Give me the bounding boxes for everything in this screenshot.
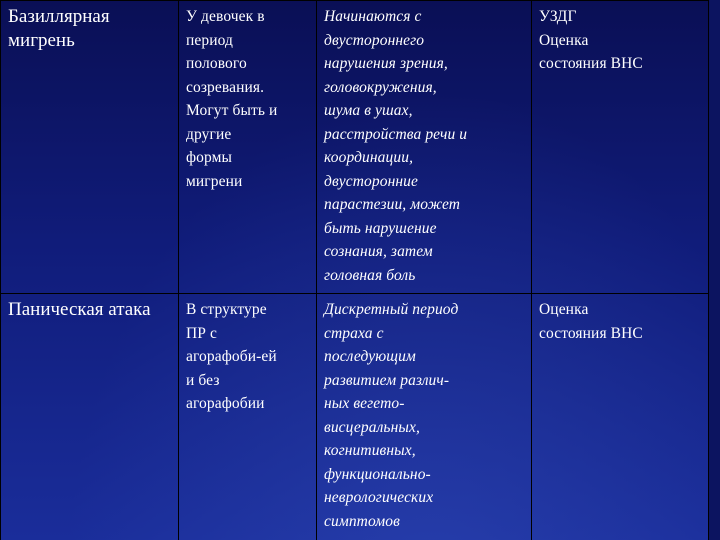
symptoms-cell: Дискретный период страха с последующим развитием различ- ных вегето- висцеральных, когнитивных, функционально- неврологических симптомов	[317, 294, 532, 540]
features-cell: У девочек в период полового созревания. Могут быть и другие формы мигрени	[179, 1, 317, 294]
features-cell: В структуре ПР с агорафоби-ей и без агорафобии	[179, 294, 317, 540]
condition-name-cell: Базиллярная мигрень	[1, 1, 179, 294]
table-row	[1, 294, 720, 540]
diagnostics-cell: УЗДГ Оценка состояния ВНС	[532, 1, 720, 294]
symptoms-cell: Начинаются с двустороннего нарушения зрения, головокружения, шума в ушах, расстройства речи и координации, двусторонние парастезии, может быть нарушение сознания, затем головная боль	[317, 1, 532, 294]
right-border-strip	[708, 0, 720, 540]
table-row	[1, 1, 720, 294]
condition-name-cell: Паническая атака	[1, 294, 179, 540]
diagnostics-cell: Оценка состояния ВНС	[532, 294, 720, 540]
